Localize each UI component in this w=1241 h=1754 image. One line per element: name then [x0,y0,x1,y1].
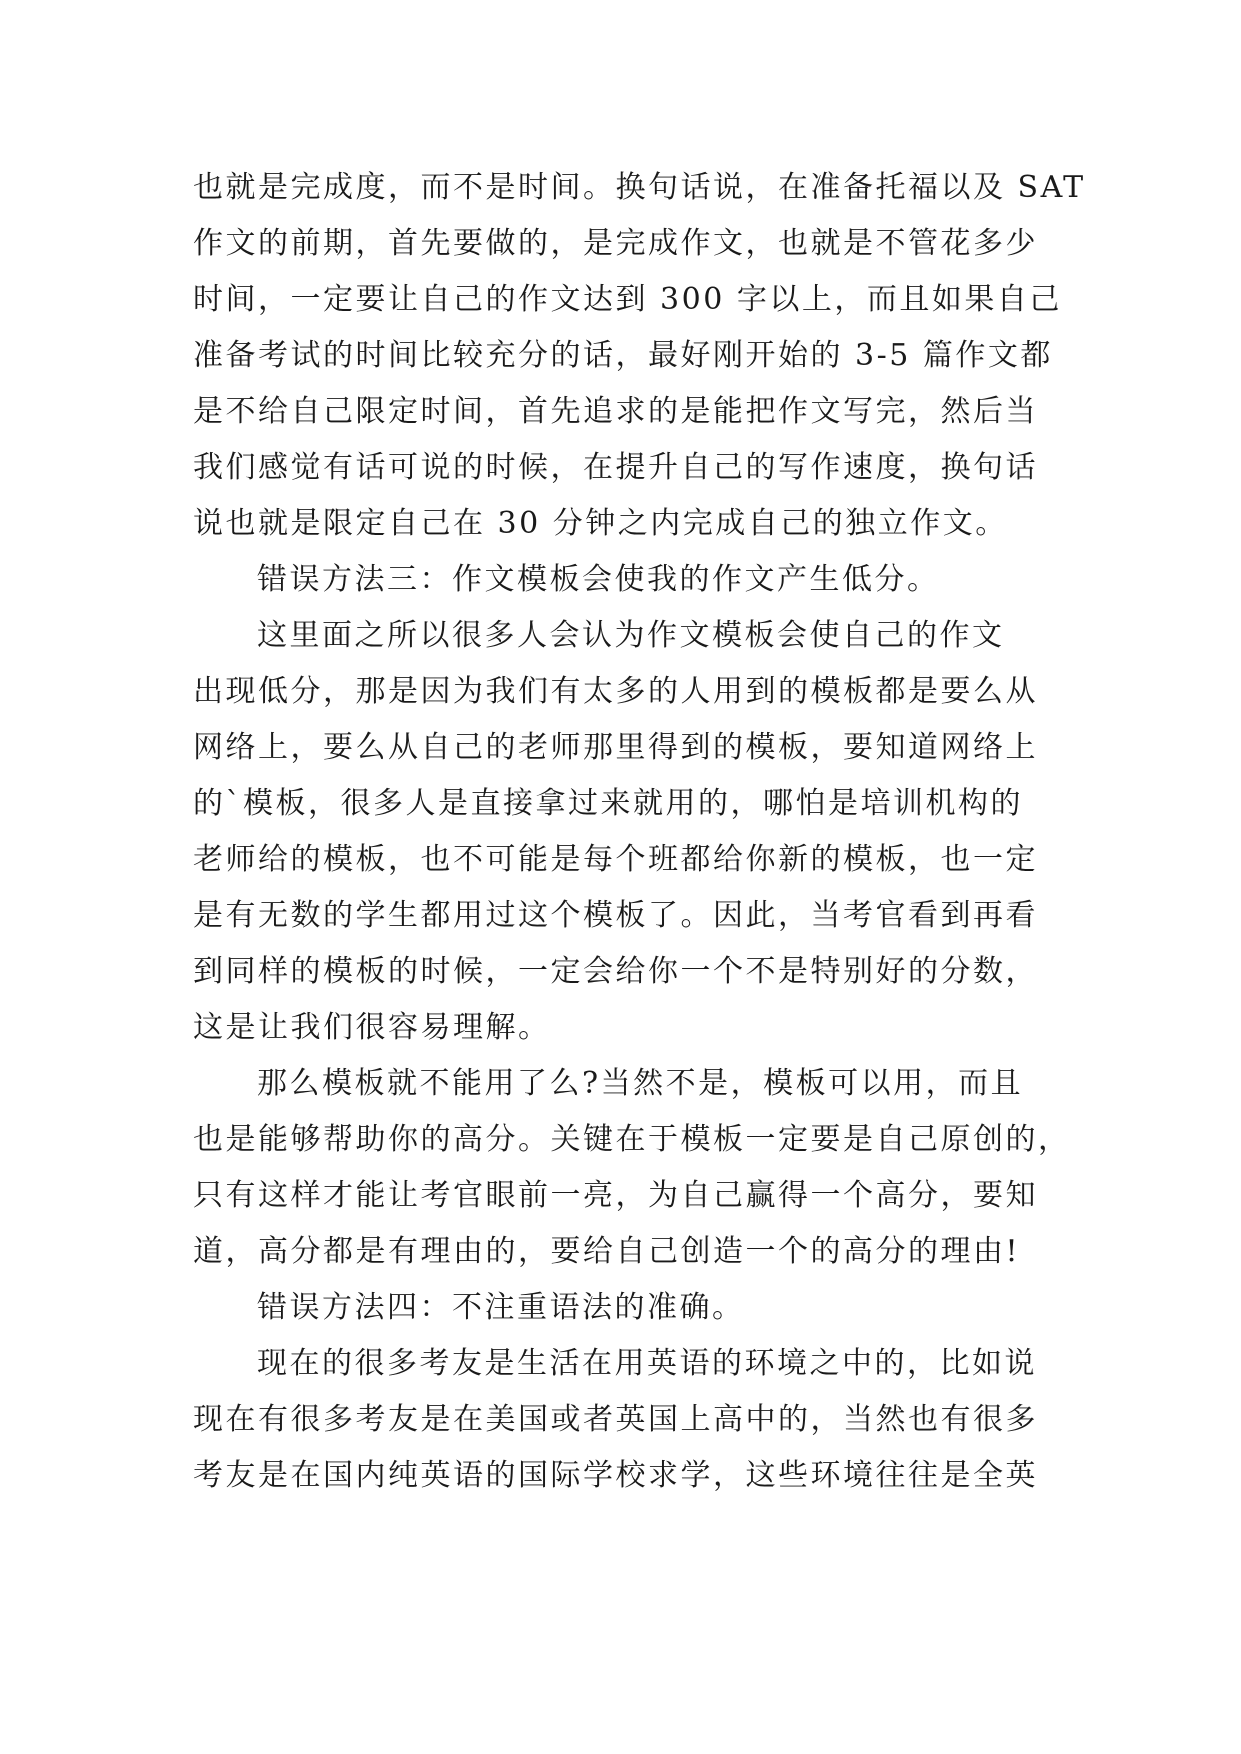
paragraph-3 [193,608,1053,1056]
paragraph-1 [193,160,1086,552]
text-line: 这里面之所以很多人会认为作文模板会使自己的作文 [257,618,1005,653]
text-line: 只有这样才能让考官眼前一亮，为自己赢得一个高分，要知 [193,1178,1038,1213]
text-line: 考友是在国内纯英语的国际学校求学，这些环境往往是全英 [193,1458,1038,1493]
text-line: 时间，一定要让自己的作文达到 300 字以上，而且如果自己 [193,282,1062,317]
text-line: 错误方法四：不注重语法的准确。 [257,1290,745,1325]
text-line: 的`模板，很多人是直接拿过来就用的，哪怕是培训机构的 [193,786,1023,821]
text-line: 是不给自己限定时间，首先追求的是能把作文写完，然后当 [193,394,1038,429]
section-heading-method-4 [193,1280,1053,1336]
section-heading-method-3 [193,552,1053,608]
document-body [193,160,1086,1504]
text-line: 作文的前期，首先要做的，是完成作文，也就是不管花多少 [193,226,1038,261]
text-line: 那么模板就不能用了么?当然不是，模板可以用，而且 [257,1066,1024,1101]
text-line: 道，高分都是有理由的，要给自己创造一个的高分的理由! [193,1234,1021,1269]
text-line: 出现低分，那是因为我们有太多的人用到的模板都是要么从 [193,674,1038,709]
text-line: 现在的很多考友是生活在用英语的环境之中的，比如说 [257,1346,1037,1381]
text-line: 我们感觉有话可说的时候，在提升自己的写作速度，换句话 [193,450,1038,485]
text-line: 也就是完成度，而不是时间。换句话说，在准备托福以及 SAT [193,170,1086,205]
text-line: 准备考试的时间比较充分的话，最好刚开始的 3-5 篇作文都 [193,338,1053,373]
text-line: 是有无数的学生都用过这个模板了。因此，当考官看到再看 [193,898,1038,933]
text-line: 说也就是限定自己在 30 分钟之内完成自己的独立作文。 [193,506,1008,541]
text-line: 现在有很多考友是在美国或者英国上高中的，当然也有很多 [193,1402,1038,1437]
text-line: 错误方法三：作文模板会使我的作文产生低分。 [257,562,940,597]
text-line: 网络上，要么从自己的老师那里得到的模板，要知道网络上 [193,730,1038,765]
paragraph-4 [193,1056,1071,1280]
text-line: 老师给的模板，也不可能是每个班都给你新的模板，也一定 [193,842,1038,877]
text-line: 这是让我们很容易理解。 [193,1010,551,1045]
text-line: 到同样的模板的时候，一定会给你一个不是特别好的分数， [193,954,1038,989]
paragraph-6 [193,1336,1053,1504]
text-line: 也是能够帮助你的高分。关键在于模板一定要是自己原创的， [193,1122,1071,1157]
